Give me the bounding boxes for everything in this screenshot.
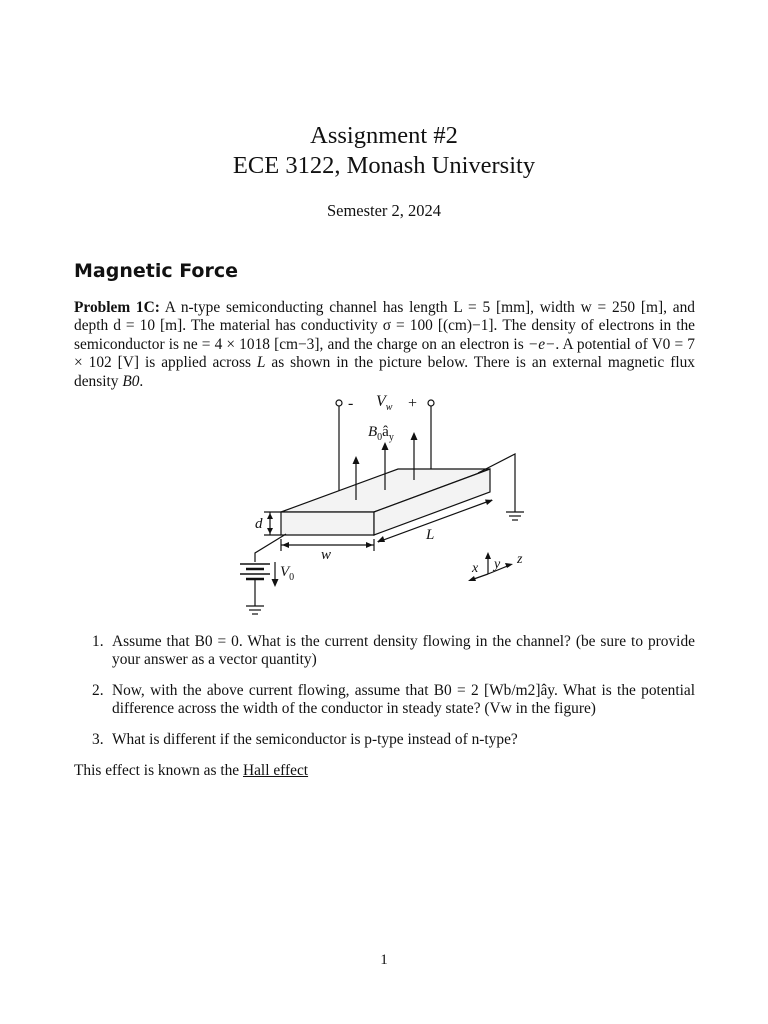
w-arrowhead — [366, 542, 373, 548]
closing-prefix: This effect is known as the — [74, 762, 243, 779]
B0ay-label: $B_0â_y$ — [368, 424, 394, 443]
w-arrowhead — [282, 542, 289, 548]
problem-text: is applied across — [139, 354, 257, 372]
y-arrowhead — [485, 552, 491, 559]
y-label: y — [494, 557, 501, 572]
question-list — [74, 633, 695, 761]
minus-label: - — [348, 395, 354, 412]
slab-front-face — [281, 512, 374, 535]
z-label: z — [517, 552, 523, 567]
title-line-1: Assignment #2 — [310, 122, 458, 149]
V0-value: V0 = 7 × 102 [V] — [74, 335, 695, 372]
L-arrowhead — [485, 500, 493, 506]
problem-text: , width — [530, 299, 581, 316]
L-label: L — [426, 527, 435, 543]
question-text: Assume that B0 = 0. What is the current density flowing in the channel? (be sure to provide your answer as a vector quantity) — [112, 633, 695, 669]
plus-label: + — [408, 395, 418, 412]
V0-label: $V_0$ — [280, 564, 295, 583]
Vw-label: $V_w$ — [376, 393, 393, 413]
b-field-arrowhead — [382, 442, 389, 450]
problem-text: , and depth — [74, 299, 695, 335]
ne-value: ne = 4 × 1018 [cm−3] — [183, 335, 320, 353]
problem-text: A n-type semiconducting channel has length — [159, 299, 454, 316]
b-field-arrowhead — [353, 456, 360, 464]
problem-text: . — [139, 372, 144, 390]
problem-text: . The density of electrons in the semiconductor is — [74, 317, 696, 353]
V0-arrowhead — [272, 579, 279, 587]
problem-text: , and the charge on an electron is — [319, 335, 528, 353]
sigma-value: σ = 100 [(cm)−1] — [382, 317, 494, 335]
question-number: 3. — [92, 730, 104, 748]
problem-text: . The material has conductivity — [182, 317, 383, 335]
question-number: 1. — [92, 633, 104, 650]
z-arrowhead — [505, 563, 513, 568]
L-symbol: L — [256, 354, 266, 372]
closing-sentence — [74, 762, 695, 780]
title-line-2: ECE 3122, Monash University — [232, 152, 536, 179]
question-item — [74, 633, 695, 670]
B0-symbol: B0 — [122, 372, 140, 390]
d-arrowhead — [267, 513, 273, 519]
problem-text: as shown in the picture below. There is an external magnetic flux density — [74, 354, 696, 390]
plus-terminal — [428, 400, 434, 406]
x-label: x — [472, 561, 479, 576]
question-text: What is different if the semiconductor is p-type instead of n-type? — [112, 730, 518, 748]
charge-value: −e− — [527, 335, 556, 353]
hall-effect-figure — [0, 392, 768, 622]
x-arrowhead — [468, 576, 476, 581]
minus-terminal — [336, 400, 342, 406]
w-value: w = 250 [m] — [580, 299, 664, 316]
semester: Semester 2, 2024 — [326, 201, 442, 220]
d-value: d = 10 [m] — [113, 317, 183, 335]
problem-paragraph — [74, 299, 695, 391]
L-arrowhead — [377, 536, 385, 542]
question-item — [74, 682, 695, 719]
question-text: Now, with the above current flowing, assume that B0 = 2 [Wb/m2]ây. What is the potential difference across the width of the conductor in steady state? (Vw in the figure) — [112, 681, 695, 718]
b-field-arrowhead — [411, 432, 418, 440]
d-arrowhead — [267, 528, 273, 534]
problem-text: . A potential of — [555, 335, 652, 353]
w-label: w — [321, 547, 332, 563]
page-number: 1 — [380, 952, 388, 968]
question-number: 2. — [92, 681, 104, 699]
d-label: d — [255, 516, 263, 532]
problem-label: Problem 1C: — [74, 299, 160, 316]
hall-effect-term: Hall effect — [242, 762, 309, 779]
L-value: L = 5 [mm] — [453, 299, 531, 316]
section-title: Magnetic Force — [74, 260, 238, 282]
question-item — [74, 731, 695, 749]
